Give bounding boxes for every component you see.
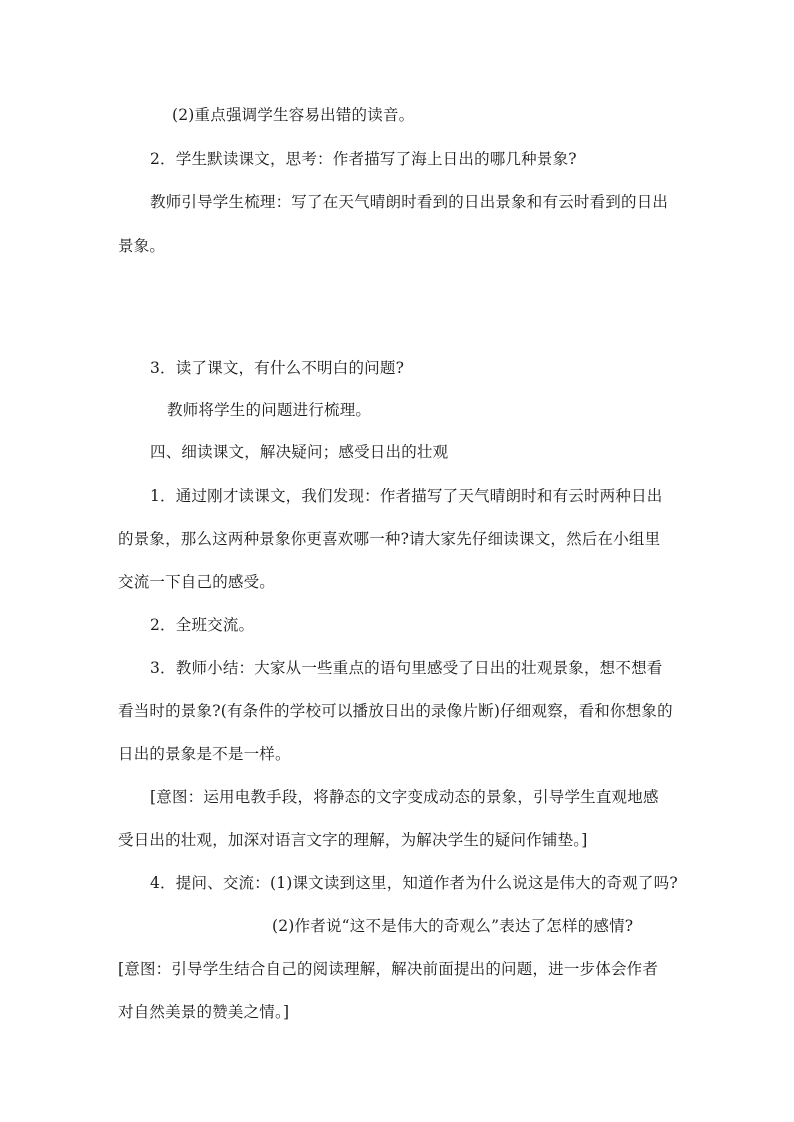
paragraph-teacher-guide-line1: 教师引导学生梳理：写了在天气晴朗时看到的日出景象和有云时看到的日出	[150, 193, 669, 211]
section-heading-four: 四、细读课文，解决疑问；感受日出的壮观	[150, 443, 449, 461]
paragraph-teacher-guide-line2: 景象。	[118, 237, 166, 255]
paragraph-teacher-sort: 教师将学生的问题进行梳理。	[167, 401, 372, 419]
paragraph-item3-line3: 日出的景象是不是一样。	[118, 745, 291, 763]
paragraph-reading-emphasis: (2)重点强调学生容易出错的读音。	[172, 106, 415, 124]
intent-note2-line2: 对自然美景的赞美之情。]	[118, 1003, 290, 1021]
intent-note2-line1: [意图：引导学生结合自己的阅读理解，解决前面提出的问题，进一步体会作者	[118, 960, 659, 978]
paragraph-item4-q2: (2)作者说“这不是伟大的奇观么”表达了怎样的感情?	[272, 917, 634, 935]
intent-note1-line1: [意图：运用电教手段，将静态的文字变成动态的景象，引导学生直观地感	[150, 788, 659, 806]
paragraph-item1-line3: 交流一下自己的感受。	[118, 573, 276, 591]
intent-note1-line2: 受日出的壮观，加深对语言文字的理解，为解决学生的疑问作铺垫。]	[118, 831, 588, 849]
paragraph-item3-line2: 看当时的景象?(有条件的学校可以播放日出的录像片断)仔细观察，看和你想象的	[118, 702, 673, 720]
paragraph-questions: 3．读了课文，有什么不明白的问题?	[150, 359, 405, 377]
paragraph-item2: 2．全班交流。	[150, 616, 255, 634]
paragraph-item3-line1: 3．教师小结：大家从一些重点的语句里感受了日出的壮观景象，想不想看	[150, 659, 663, 677]
paragraph-item1-line2: 的景象，那么这两种景象你更喜欢哪一种?请大家先仔细读课文，然后在小组里	[118, 530, 661, 548]
paragraph-item4-q1: 4．提问、交流：(1)课文读到这里，知道作者为什么说这是伟大的奇观了吗?	[150, 874, 678, 892]
paragraph-silent-reading: 2．学生默读课文，思考：作者描写了海上日出的哪几种景象?	[150, 150, 577, 168]
paragraph-item1-line1: 1．通过刚才读课文，我们发现：作者描写了天气晴朗时和有云时两种日出	[150, 487, 663, 505]
